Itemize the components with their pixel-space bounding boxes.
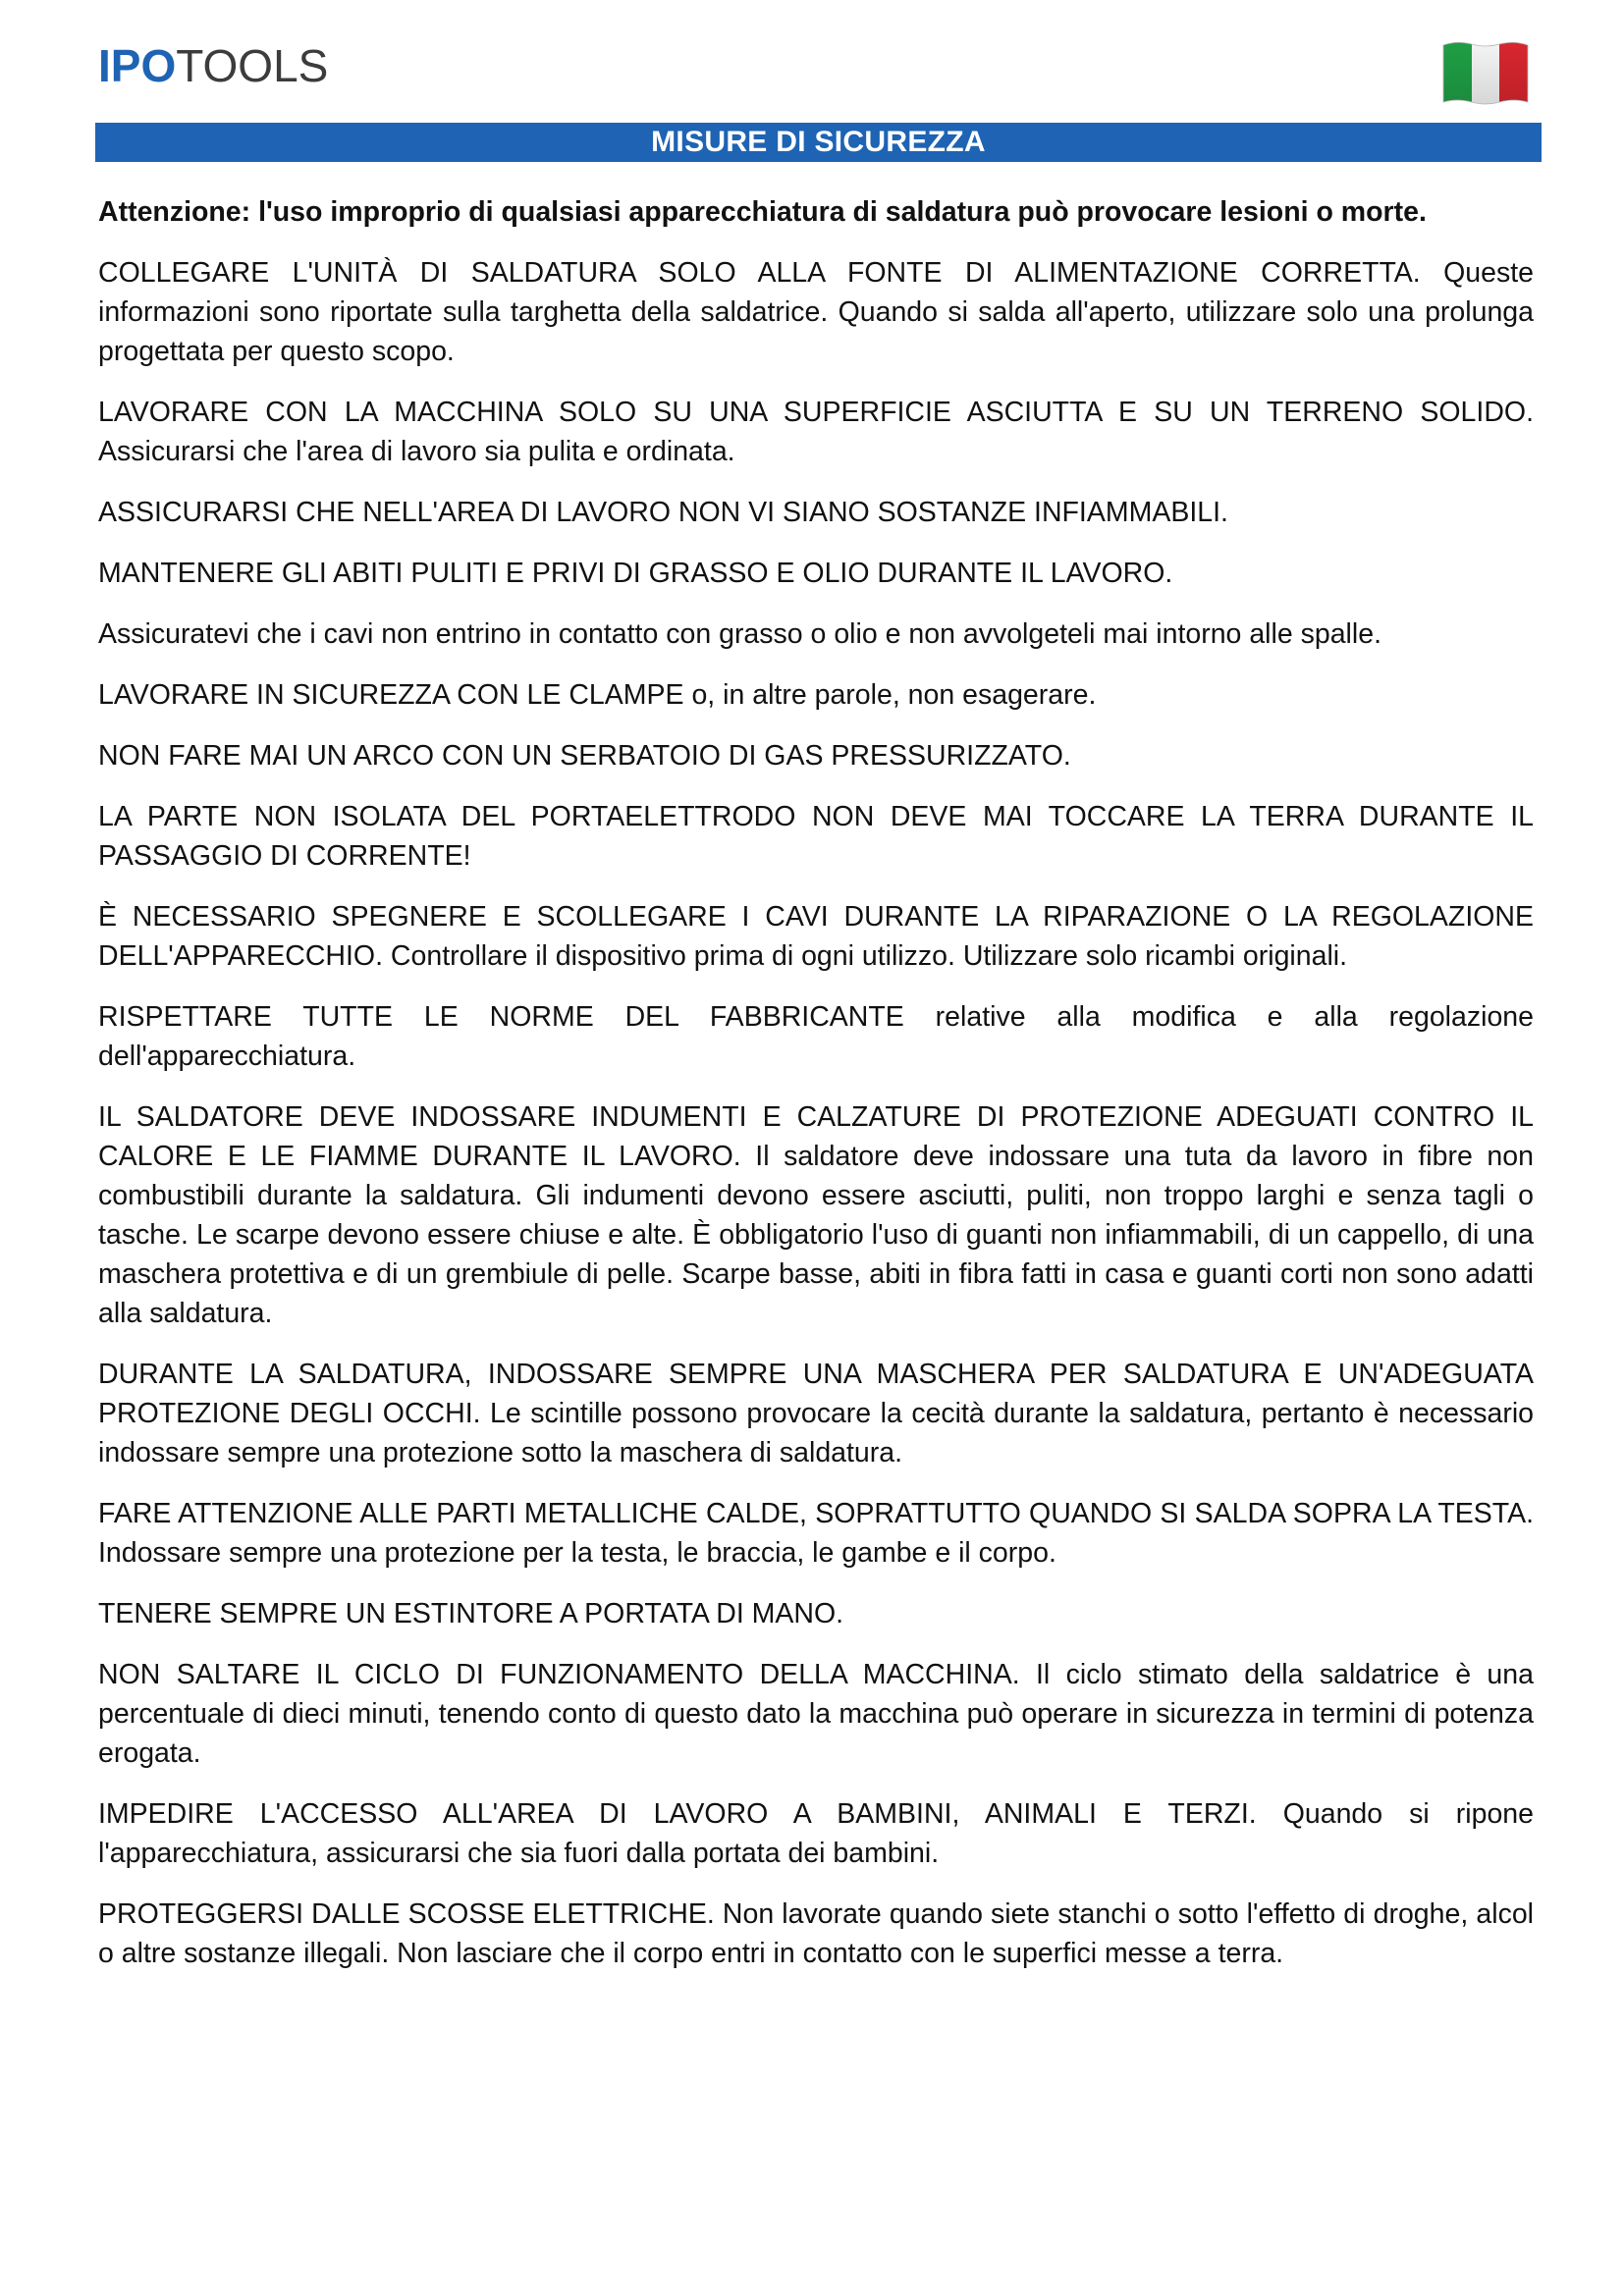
paragraph-access: IMPEDIRE L'ACCESSO ALL'AREA DI LAVORO A BAMBINI, ANIMALI E TERZI. Quando si ripone l'apparecchiatura, assicurarsi che sia fuori dalla portata dei bambini. xyxy=(98,1798,1534,1869)
paragraph-manufacturer-rules: RISPETTARE TUTTE LE NORME DEL FABBRICANTE relative alla modifica e alla regolazione dell'apparecchiatura. xyxy=(98,1001,1534,1072)
paragraph-hot-metal: FARE ATTENZIONE ALLE PARTI METALLICHE CALDE, SOPRATTUTTO QUANDO SI SALDA SOPRA LA TESTA. Indossare sempre una protezione per la testa, le braccia, le gambe e il corpo. xyxy=(98,1498,1534,1569)
logo-light-text: TOOLS xyxy=(176,40,329,91)
paragraph-cables: Assicuratevi che i cavi non entrino in contatto con grasso o olio e non avvolgeteli mai intorno alle spalle. xyxy=(98,618,1381,650)
paragraph-clamps: LAVORARE IN SICUREZZA CON LE CLAMPE o, in altre parole, non esagerare. xyxy=(98,679,1097,711)
paragraph-welding-mask: DURANTE LA SALDATURA, INDOSSARE SEMPRE UNA MASCHERA PER SALDATURA E UN'ADEGUATA PROTEZIONE DEGLI OCCHI. Le scintille possono provocare la cecità durante la saldatura, pertanto è necessario indossare sempre una protezione sotto la maschera di saldatura. xyxy=(98,1359,1534,1468)
paragraph-disconnect: È NECESSARIO SPEGNERE E SCOLLEGARE I CAVI DURANTE LA RIPARAZIONE O LA REGOLAZIONE DELL'APPARECCHIO. Controllare il dispositivo prima di ogni utilizzo. Utilizzare solo ricambi originali. xyxy=(98,901,1534,972)
italy-flag-icon xyxy=(1439,37,1532,106)
paragraph-flammables: ASSICURARSI CHE NELL'AREA DI LAVORO NON VI SIANO SOSTANZE INFIAMMABILI. xyxy=(98,497,1228,528)
paragraph-electric-shock: PROTEGGERSI DALLE SCOSSE ELETTRICHE. Non lavorate quando siete stanchi o sotto l'effetto di droghe, alcol o altre sostanze illegali. Non lasciare che il corpo entri in contatto con le superfici messe a terra. xyxy=(98,1898,1534,1969)
paragraph-electrode-holder: LA PARTE NON ISOLATA DEL PORTAELETTRODO NON DEVE MAI TOCCARE LA TERRA DURANTE IL PASSAGGIO DI CORRENTE! xyxy=(98,801,1534,872)
paragraph-extinguisher: TENERE SEMPRE UN ESTINTORE A PORTATA DI MANO. xyxy=(98,1598,844,1629)
safety-content xyxy=(98,192,1534,1995)
ipotools-logo xyxy=(98,39,328,92)
paragraph-dry-surface: LAVORARE CON LA MACCHINA SOLO SU UNA SUPERFICIE ASCIUTTA E SU UN TERRENO SOLIDO. Assicurarsi che l'area di lavoro sia pulita e ordinata. xyxy=(98,397,1534,467)
paragraph-gas-tank: NON FARE MAI UN ARCO CON UN SERBATOIO DI GAS PRESSURIZZATO. xyxy=(98,740,1071,772)
warning-paragraph: Attenzione: l'uso improprio di qualsiasi apparecchiatura di saldatura può provocare lesioni o morte. xyxy=(98,196,1427,228)
logo-bold-text: IPO xyxy=(98,40,177,91)
section-title-bar xyxy=(95,123,1542,162)
paragraph-power-source: COLLEGARE L'UNITÀ DI SALDATURA SOLO ALLA FONTE DI ALIMENTAZIONE CORRETTA. Queste informazioni sono riportate sulla targhetta della saldatrice. Quando si salda all'aperto, utilizzare solo una prolunga progettata per questo scopo. xyxy=(98,257,1534,367)
section-title: MISURE DI SICUREZZA xyxy=(651,126,986,158)
paragraph-protective-clothing: IL SALDATORE DEVE INDOSSARE INDUMENTI E CALZATURE DI PROTEZIONE ADEGUATI CONTRO IL CALORE E LE FIAMME DURANTE IL LAVORO. Il saldatore deve indossare una tuta da lavoro in fibre non combustibili durante la saldatura. Gli indumenti devono essere asciutti, puliti, non troppo larghi e senza tagli o tasche. Le scarpe devono essere chiuse e alte. È obbligatorio l'uso di guanti non infiammabili, di un cappello, di una maschera protettiva e di un grembiule di pelle. Scarpe basse, abiti in fibra fatti in casa e guanti corti non sono adatti alla saldatura. xyxy=(98,1101,1534,1329)
paragraph-clean-clothes: MANTENERE GLI ABITI PULITI E PRIVI DI GRASSO E OLIO DURANTE IL LAVORO. xyxy=(98,558,1173,589)
paragraph-duty-cycle: NON SALTARE IL CICLO DI FUNZIONAMENTO DELLA MACCHINA. Il ciclo stimato della saldatrice è una percentuale di dieci minuti, tenendo conto di questo dato la macchina può operare in sicurezza in termini di potenza erogata. xyxy=(98,1659,1534,1769)
page-header xyxy=(0,0,1624,118)
